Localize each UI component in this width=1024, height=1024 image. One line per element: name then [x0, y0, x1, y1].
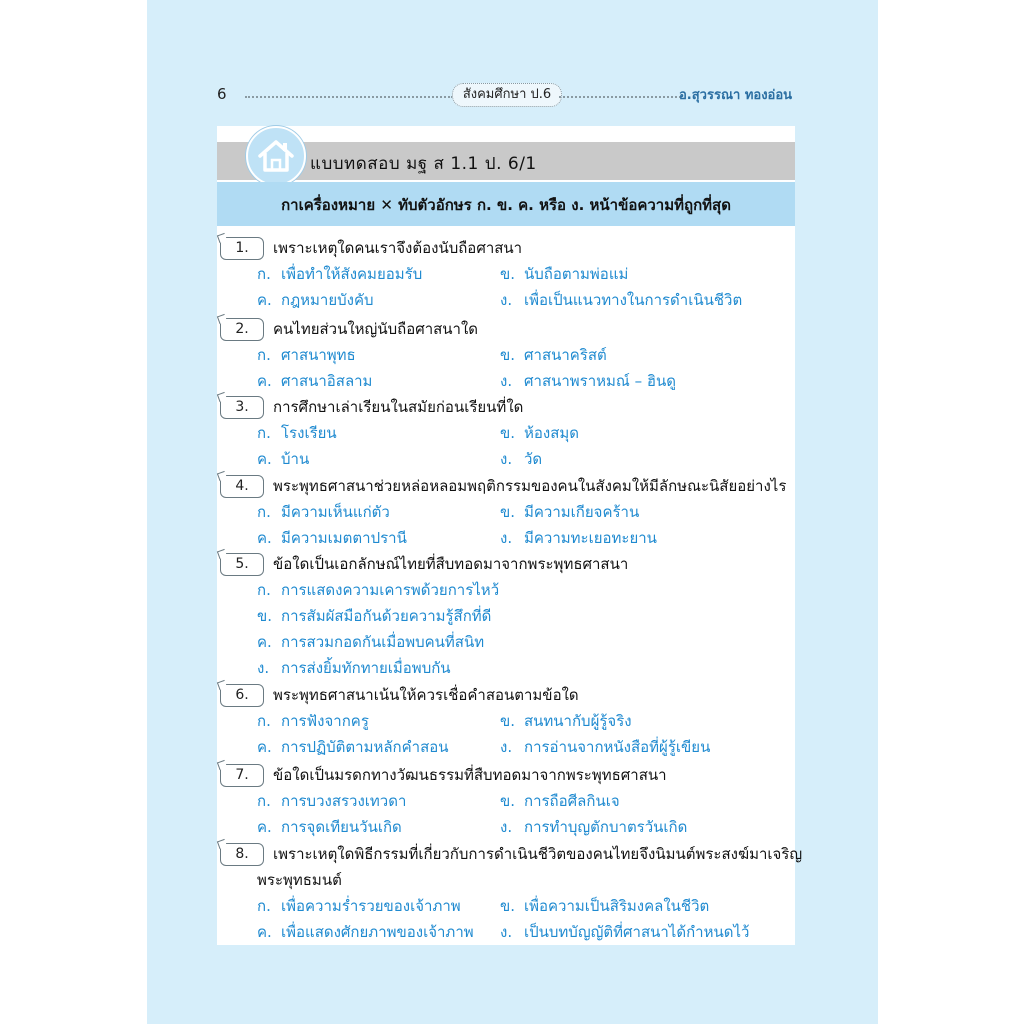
- answer-option[interactable]: [257, 789, 406, 813]
- answer-option[interactable]: [257, 526, 407, 550]
- option-label: ก.: [257, 424, 271, 442]
- question-number: 5.: [220, 553, 264, 576]
- question-text: ข้อใดเป็นมรดกทางวัฒนธรรมที่สืบทอดมาจากพระพุทธศาสนา: [273, 766, 667, 784]
- option-text: การอ่านจากหนังสือที่ผู้รู้เขียน: [524, 738, 711, 756]
- instruction-text: กาเครื่องหมาย ✕ ทับตัวอักษร ก. ข. ค. หรือ ง. หน้าข้อความที่ถูกที่สุด: [281, 196, 731, 214]
- question-text: พระพุทธศาสนาเน้นให้ควรเชื่อคำสอนตามข้อใด: [273, 686, 579, 704]
- option-label: ก.: [257, 712, 271, 730]
- answer-option[interactable]: [500, 500, 639, 524]
- answer-option[interactable]: [500, 447, 542, 471]
- answer-option[interactable]: [500, 815, 687, 839]
- option-label: ง.: [257, 659, 270, 677]
- question-text-continued: พระพุทธมนต์: [257, 871, 342, 889]
- option-label: ง.: [500, 291, 513, 309]
- option-label: ข.: [500, 503, 516, 521]
- option-text: บ้าน: [281, 450, 310, 468]
- answer-option[interactable]: [500, 789, 620, 813]
- house-icon: [246, 126, 306, 186]
- answer-option[interactable]: [257, 894, 461, 918]
- option-text: การบวงสรวงเทวดา: [281, 792, 407, 810]
- option-text: การปฏิบัติตามหลักคำสอน: [281, 738, 449, 756]
- answer-option[interactable]: [257, 630, 484, 654]
- question-number: 1.: [220, 237, 264, 260]
- option-label: ค.: [257, 291, 272, 309]
- option-text: มีความเห็นแก่ตัว: [281, 503, 390, 521]
- option-text: การฟังจากครู: [281, 712, 369, 730]
- option-text: นับถือตามพ่อแม่: [524, 265, 629, 283]
- option-text: การจุดเทียนวันเกิด: [281, 818, 402, 836]
- option-label: ข.: [500, 265, 516, 283]
- answer-option[interactable]: [257, 920, 474, 944]
- option-label: ข.: [500, 712, 516, 730]
- option-label: ง.: [500, 372, 513, 390]
- author-name: อ.สุวรรณา ทองอ่อน: [679, 88, 793, 103]
- option-label: ง.: [500, 450, 513, 468]
- option-label: ค.: [257, 738, 272, 756]
- answer-option[interactable]: [257, 288, 374, 312]
- answer-option[interactable]: [500, 526, 657, 550]
- question-text: พระพุทธศาสนาช่วยหล่อหลอมพฤติกรรมของคนในสังคมให้มีลักษณะนิสัยอย่างไร: [273, 477, 787, 495]
- question-number: 4.: [220, 475, 264, 498]
- answer-option[interactable]: [500, 288, 742, 312]
- book-title-badge: สังคมศึกษา ป.6: [452, 83, 562, 107]
- question-text: เพราะเหตุใดพิธีกรรมที่เกี่ยวกับการดำเนินชีวิตของคนไทยจึงนิมนต์พระสงฆ์มาเจริญ: [273, 845, 803, 863]
- option-text: โรงเรียน: [281, 424, 337, 442]
- question-text: ข้อใดเป็นเอกลักษณ์ไทยที่สืบทอดมาจากพระพุทธศาสนา: [273, 555, 629, 573]
- answer-option[interactable]: [500, 369, 676, 393]
- option-text: วัด: [524, 450, 543, 468]
- question-text: คนไทยส่วนใหญ่นับถือศาสนาใด: [273, 320, 479, 338]
- option-label: ข.: [500, 346, 516, 364]
- answer-option[interactable]: [257, 578, 499, 602]
- option-text: สนทนากับผู้รู้จริง: [524, 712, 632, 730]
- option-label: ง.: [500, 529, 513, 547]
- option-label: ค.: [257, 450, 272, 468]
- option-text: ศาสนาพุทธ: [281, 346, 356, 364]
- answer-option[interactable]: [500, 421, 579, 445]
- option-label: ก.: [257, 346, 271, 364]
- option-label: ค.: [257, 372, 272, 390]
- option-text: เป็นบทบัญญัติที่ศาสนาได้กำหนดไว้: [524, 923, 750, 941]
- question-number: 6.: [220, 684, 264, 707]
- option-text: การถือศีลกินเจ: [524, 792, 620, 810]
- option-text: เพื่อความร่ำรวยของเจ้าภาพ: [281, 897, 461, 915]
- option-text: มีความทะเยอทะยาน: [524, 529, 657, 547]
- option-text: การแสดงความเคารพด้วยการไหว้: [281, 581, 500, 599]
- option-label: ค.: [257, 529, 272, 547]
- question-number: 8.: [220, 843, 264, 866]
- option-text: ศาสนาคริสต์: [524, 346, 607, 364]
- option-text: กฎหมายบังคับ: [281, 291, 374, 309]
- option-text: การทำบุญตักบาตรวันเกิด: [524, 818, 688, 836]
- header-divider-right: [559, 96, 681, 98]
- option-label: ค.: [257, 633, 272, 651]
- option-label: ค.: [257, 923, 272, 941]
- option-label: ก.: [257, 503, 271, 521]
- page: [147, 0, 878, 1024]
- option-label: ข.: [500, 424, 516, 442]
- answer-option[interactable]: [500, 735, 710, 759]
- page-number: 6: [217, 85, 227, 103]
- option-label: ง.: [500, 738, 513, 756]
- option-text: ศาสนาอิสลาม: [281, 372, 373, 390]
- option-text: เพื่อแสดงศักยภาพของเจ้าภาพ: [281, 923, 474, 941]
- instruction-bar: [217, 182, 795, 226]
- question-number: 7.: [220, 764, 264, 787]
- answer-option[interactable]: [257, 500, 390, 524]
- option-text: ศาสนาพราหมณ์ – ฮินดู: [524, 372, 677, 390]
- option-text: การส่งยิ้มทักทายเมื่อพบกัน: [281, 659, 451, 677]
- option-label: ข.: [500, 792, 516, 810]
- option-label: ก.: [257, 897, 271, 915]
- question-text: การศึกษาเล่าเรียนในสมัยก่อนเรียนที่ใด: [273, 398, 524, 416]
- answer-option[interactable]: [257, 369, 372, 393]
- answer-option[interactable]: [257, 656, 451, 680]
- answer-option[interactable]: [257, 421, 337, 445]
- option-text: การสัมผัสมือกันด้วยความรู้สึกที่ดี: [281, 607, 492, 625]
- answer-option[interactable]: [257, 604, 491, 628]
- answer-option[interactable]: [500, 343, 607, 367]
- answer-option[interactable]: [257, 709, 369, 733]
- question-text: เพราะเหตุใดคนเราจึงต้องนับถือศาสนา: [273, 239, 523, 257]
- answer-option[interactable]: [500, 709, 632, 733]
- option-text: มีความเมตตาปรานี: [281, 529, 407, 547]
- page-header: [147, 75, 878, 115]
- option-label: ก.: [257, 265, 271, 283]
- option-text: ห้องสมุด: [524, 424, 580, 442]
- question-number: 2.: [220, 318, 264, 341]
- option-text: เพื่อทำให้สังคมยอมรับ: [281, 265, 423, 283]
- answer-option[interactable]: [500, 894, 709, 918]
- answer-option[interactable]: [257, 262, 422, 286]
- content-panel: [217, 126, 803, 945]
- option-label: ง.: [500, 923, 513, 941]
- option-label: ก.: [257, 581, 271, 599]
- option-text: การสวมกอดกันเมื่อพบคนที่สนิท: [281, 633, 485, 651]
- option-text: มีความเกียจคร้าน: [524, 503, 640, 521]
- answer-option[interactable]: [257, 343, 356, 367]
- answer-option[interactable]: [257, 815, 402, 839]
- question-number: 3.: [220, 396, 264, 419]
- option-label: ข.: [500, 897, 516, 915]
- answer-option[interactable]: [500, 262, 628, 286]
- option-label: ง.: [500, 818, 513, 836]
- option-text: เพื่อความเป็นสิริมงคลในชีวิต: [524, 897, 710, 915]
- answer-option[interactable]: [257, 447, 309, 471]
- option-label: ค.: [257, 818, 272, 836]
- answer-option[interactable]: [500, 920, 749, 944]
- option-text: เพื่อเป็นแนวทางในการดำเนินชีวิต: [524, 291, 743, 309]
- option-label: ข.: [257, 607, 273, 625]
- header-divider-left: [245, 96, 453, 98]
- option-label: ก.: [257, 792, 271, 810]
- answer-option[interactable]: [257, 735, 449, 759]
- section-title: แบบทดสอบ มฐ ส 1.1 ป. 6/1: [310, 154, 537, 174]
